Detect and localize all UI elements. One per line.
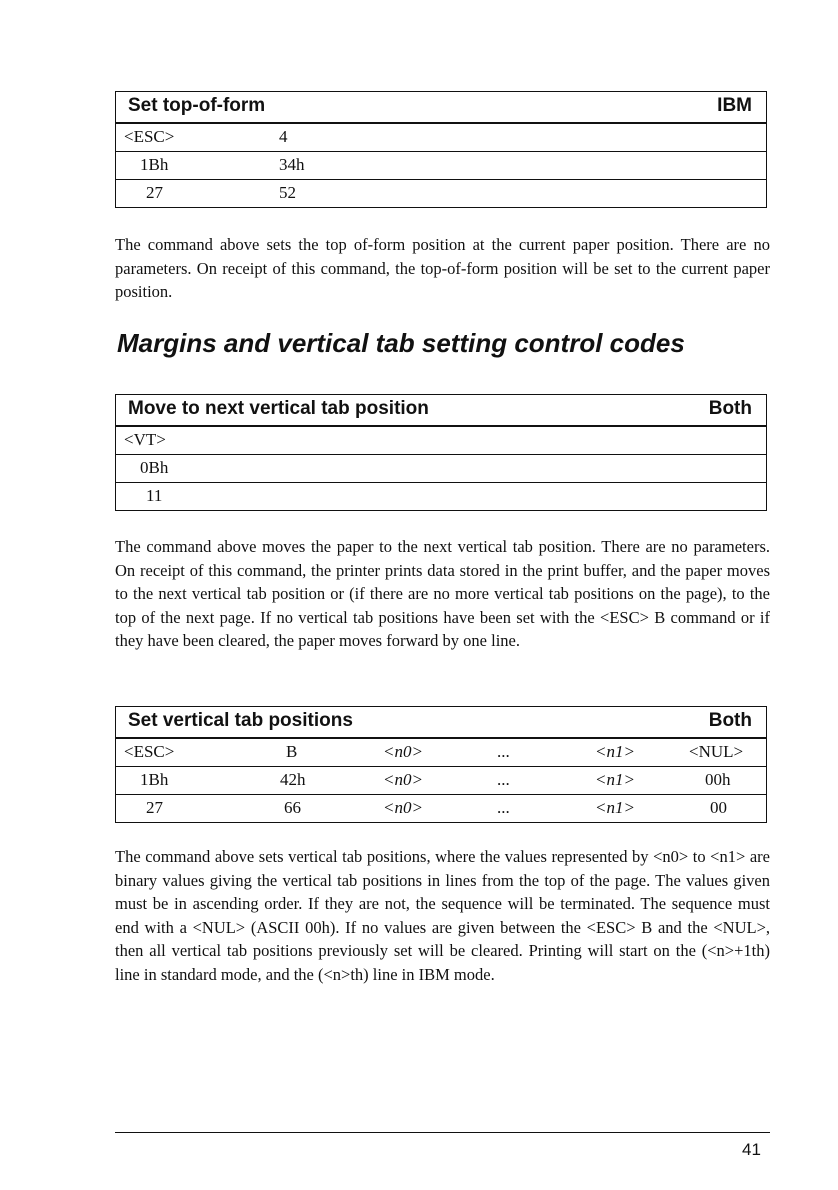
table-cell: 27 <box>146 183 163 202</box>
table-title: Set vertical tab positions <box>128 710 353 731</box>
table-row <box>116 427 766 455</box>
table-header <box>116 395 766 427</box>
table-cell: 27 <box>146 798 163 817</box>
table-cell: <n1> <box>595 742 635 761</box>
table-mode: IBM <box>717 95 752 116</box>
table-cell: <n0> <box>383 742 423 761</box>
table-cell: <n1> <box>595 770 635 789</box>
table-cell: 00 <box>710 798 727 817</box>
section-heading: Margins and vertical tab setting control codes <box>117 328 685 358</box>
table-cell: 4 <box>279 127 288 146</box>
table-cell: <ESC> <box>124 742 175 761</box>
table-cell: 1Bh <box>140 155 169 174</box>
table-cell: <n0> <box>383 770 423 789</box>
paragraph-top-of-form: The command above sets the top of-form position at the current paper position. There are no parameters. On receipt of this command, the top-of-form position will be set to the current paper position. <box>115 235 770 301</box>
table-cell: ... <box>497 742 510 761</box>
table-cell: 11 <box>146 486 163 505</box>
table-row <box>116 795 766 822</box>
table-mode: Both <box>708 398 752 419</box>
table-title: Move to next vertical tab position <box>128 398 429 419</box>
table-cell: ... <box>497 798 510 817</box>
page-number: 41 <box>742 1140 761 1159</box>
table-row <box>116 124 766 152</box>
table-title: Set top-of-form <box>128 95 266 116</box>
paragraph-set-vertical-tab-positions: The command above sets vertical tab positions, where the values represented by <n0> to <n1> are binary values giving the vertical tab positions in lines from the top of the page. The values given must be in ascending order. If they are not, the sequence will be terminated. The sequence must end with a <NUL> (ASCII 00h). If no values are given between the <ESC> B and the <NUL>, then all vertical tab positions previously set will be cleared. Printing will start on the (<n>+1th) line in standard mode, and the (<n>th) line in IBM mode. <box>115 847 770 984</box>
table-cell: ... <box>497 770 510 789</box>
table-mode: Both <box>708 710 752 731</box>
table-set-vertical-tab-positions <box>115 706 767 823</box>
table-cell: 00h <box>705 770 731 789</box>
table-row <box>116 483 766 510</box>
paragraph-move-to-next-vertical-tab: The command above moves the paper to the next vertical tab position. There are no parameters. On receipt of this command, the printer prints data stored in the print buffer, and the paper moves to the next vertical tab position or (if there are no more vertical tab positions on the page), to the top of the next page. If no vertical tab positions have been set with the <ESC> B command or if they have been cleared, the paper moves forward by one line. <box>115 537 770 650</box>
table-row <box>116 739 766 767</box>
table-cell: <VT> <box>124 430 166 449</box>
table-header <box>116 707 766 739</box>
table-row <box>116 180 766 207</box>
table-cell: <NUL> <box>689 742 744 761</box>
table-row <box>116 767 766 795</box>
footer-rule <box>115 1132 770 1133</box>
table-cell: 0Bh <box>140 458 169 477</box>
table-set-top-of-form <box>115 91 767 208</box>
table-cell: <ESC> <box>124 127 175 146</box>
table-cell: 66 <box>284 798 301 817</box>
table-cell: 1Bh <box>140 770 169 789</box>
table-row <box>116 455 766 483</box>
table-cell: 52 <box>279 183 296 202</box>
table-cell: 42h <box>280 770 306 789</box>
table-cell: <n1> <box>595 798 635 817</box>
table-row <box>116 152 766 180</box>
table-header <box>116 92 766 124</box>
table-move-to-next-vertical-tab <box>115 394 767 511</box>
table-cell: <n0> <box>383 798 423 817</box>
table-cell: 34h <box>279 155 305 174</box>
table-cell: B <box>286 742 298 761</box>
